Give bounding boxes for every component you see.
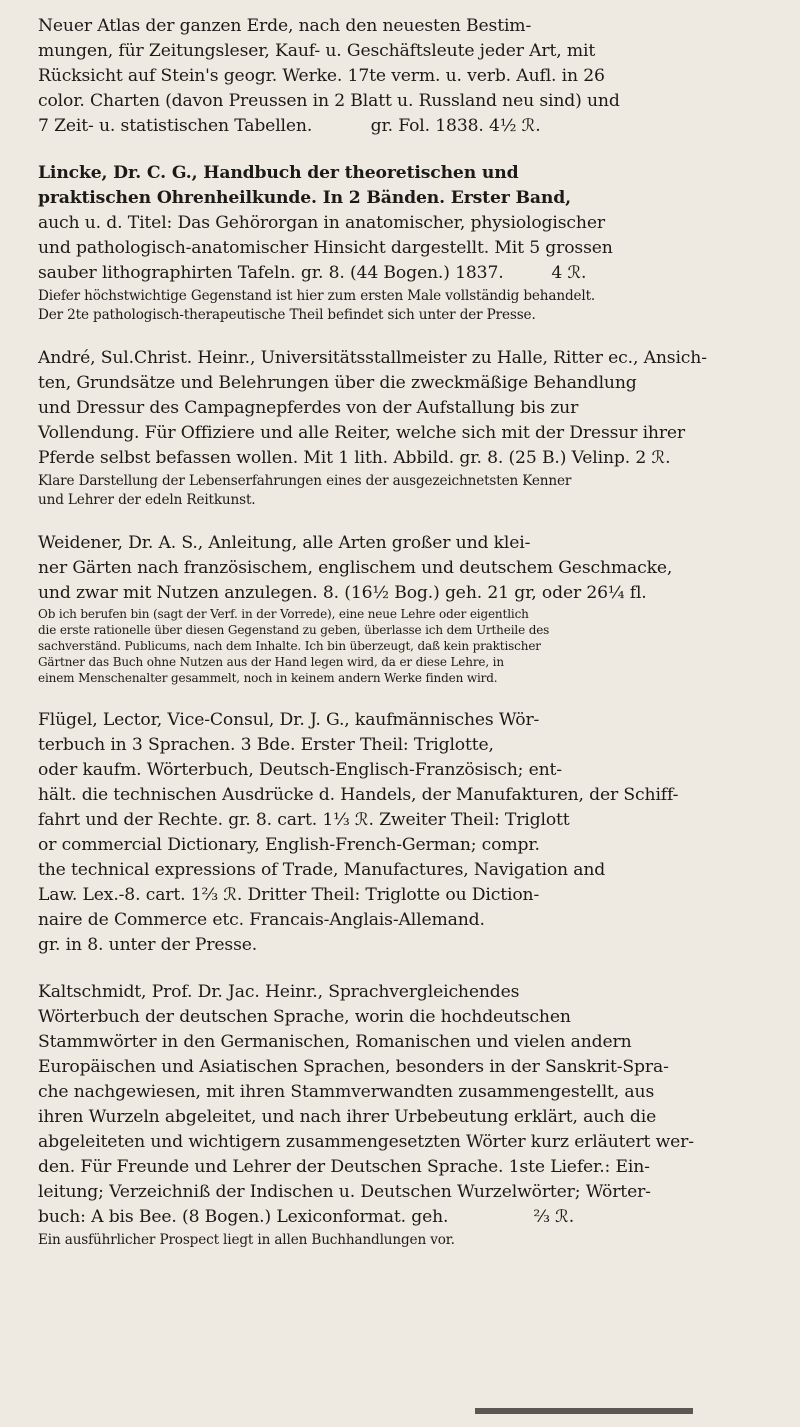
entry-line: che nachgewiesen, mit ihren Stammverwandten zusammengestellt, aus	[38, 1082, 655, 1102]
entry-line: Pferde selbst befassen wollen. Mit 1 lith. Abbild. gr. 8. (25 B.) Velinp. 2 ℛ.	[38, 448, 671, 468]
entry-line: buch: A bis Bee. (8 Bogen.) Lexiconformat. geh. ⅔ ℛ.	[38, 1207, 575, 1227]
entry-note: und Lehrer der edeln Reitkunst.	[38, 492, 256, 508]
entry-line: Lincke, Dr. C. G., Handbuch der theoretischen und	[38, 163, 519, 183]
entry-line: sauber lithographirten Tafeln. gr. 8. (44 Bogen.) 1837. 4 ℛ.	[38, 263, 587, 283]
entry-line: oder kaufm. Wörterbuch, Deutsch-Englisch-Französisch; ent-	[38, 760, 562, 780]
entry-line: naire de Commerce etc. Francais-Anglais-Allemand.	[38, 910, 485, 930]
entry-line: und zwar mit Nutzen anzulegen. 8. (16½ Bog.) geh. 21 gr, oder 26¼ fl.	[38, 583, 647, 603]
entry-line: terbuch in 3 Sprachen. 3 Bde. Erster Theil: Triglotte,	[38, 735, 494, 755]
entry-line: und Dressur des Campagnepferdes von der Aufstallung bis zur	[38, 398, 579, 418]
entry-note: Ob ich berufen bin (sagt der Verf. in der Vorrede), eine neue Lehre oder eigentlich	[38, 607, 529, 621]
entry-note: Der 2te pathologisch-therapeutische Theil befindet sich unter der Presse.	[38, 307, 536, 323]
entry-line: André, Sul.Christ. Heinr., Universitätsstallmeister zu Halle, Ritter ec., Ansich-	[38, 348, 707, 368]
entry-weidener	[38, 531, 768, 686]
entry-lincke	[38, 161, 768, 324]
entry-line: hält. die technischen Ausdrücke d. Handels, der Manufakturen, der Schiff-	[38, 785, 679, 805]
entry-line: Weidener, Dr. A. S., Anleitung, alle Arten großer und klei-	[38, 533, 531, 553]
entry-line: praktischen Ohrenheilkunde. In 2 Bänden. Erster Band,	[38, 188, 571, 208]
entry-line: Flügel, Lector, Vice-Consul, Dr. J. G., kaufmännisches Wör-	[38, 710, 540, 730]
entry-line: ihren Wurzeln abgeleitet, und nach ihrer Urbebeutung erklärt, auch die	[38, 1107, 657, 1127]
entry-line: the technical expressions of Trade, Manufactures, Navigation and	[38, 860, 606, 880]
entry-line: Kaltschmidt, Prof. Dr. Jac. Heinr., Sprachvergleichendes	[38, 982, 520, 1002]
entry-line: und pathologisch-anatomischer Hinsicht dargestellt. Mit 5 grossen	[38, 238, 613, 258]
entry-line: auch u. d. Titel: Das Gehörorgan in anatomischer, physiologischer	[38, 213, 605, 233]
entry-fluegel	[38, 708, 768, 958]
entry-note: Klare Darstellung der Lebenserfahrungen eines der ausgezeichnetsten Kenner	[38, 473, 572, 489]
entry-line: leitung; Verzeichniß der Indischen u. Deutschen Wurzelwörter; Wörter-	[38, 1182, 651, 1202]
entry-line: mungen, für Zeitungsleser, Kauf- u. Geschäftsleute jeder Art, mit	[38, 41, 596, 61]
entry-line: ner Gärten nach französischem, englischem und deutschem Geschmacke,	[38, 558, 673, 578]
entry-line: Neuer Atlas der ganzen Erde, nach den neuesten Bestim-	[38, 16, 532, 36]
entry-line: gr. in 8. unter der Presse.	[38, 935, 258, 955]
entry-line: Stammwörter in den Germanischen, Romanischen und vielen andern	[38, 1032, 632, 1052]
entry-andre	[38, 346, 768, 509]
entry-kaltschmidt	[38, 980, 768, 1249]
entry-line: abgeleiteten und wichtigern zusammengesetzten Wörter kurz erläutert wer-	[38, 1132, 694, 1152]
entry-note: Ein ausführlicher Prospect liegt in allen Buchhandlungen vor.	[38, 1232, 455, 1248]
entry-note: die erste rationelle über diesen Gegenstand zu geben, überlasse ich dem Urtheile des	[38, 623, 550, 637]
entry-line: 7 Zeit- u. statistischen Tabellen. gr. Fol. 1838. 4½ ℛ.	[38, 116, 541, 136]
entry-line: Rücksicht auf Stein's geogr. Werke. 17te verm. u. verb. Aufl. in 26	[38, 66, 605, 86]
entry-line: den. Für Freunde und Lehrer der Deutschen Sprache. 1ste Liefer.: Ein-	[38, 1157, 650, 1177]
entry-note: sachverständ. Publicums, nach dem Inhalte. Ich bin überzeugt, daß kein praktischer	[38, 639, 541, 653]
entry-note: Gärtner das Buch ohne Nutzen aus der Hand legen wird, da er diese Lehre, in	[38, 655, 504, 669]
entry-line: Wörterbuch der deutschen Sprache, worin die hochdeutschen	[38, 1007, 571, 1027]
entry-line: ten, Grundsätze und Belehrungen über die zweckmäßige Behandlung	[38, 373, 637, 393]
entry-line: or commercial Dictionary, English-French-German; compr.	[38, 835, 540, 855]
entry-line: fahrt und der Rechte. gr. 8. cart. 1⅓ ℛ. Zweiter Theil: Triglott	[38, 810, 570, 830]
entry-line: Europäischen und Asiatischen Sprachen, besonders in der Sanskrit-Spra-	[38, 1057, 669, 1077]
entry-note: Diefer höchstwichtige Gegenstand ist hier zum ersten Male vollständig behandelt.	[38, 288, 596, 304]
entry-atlas	[38, 14, 768, 139]
entry-note: einem Menschenalter gesammelt, noch in keinem andern Werke finden wird.	[38, 671, 498, 685]
entry-line: color. Charten (davon Preussen in 2 Blatt u. Russland neu sind) und	[38, 91, 620, 111]
entry-line: Law. Lex.-8. cart. 1⅔ ℛ. Dritter Theil: Triglotte ou Diction-	[38, 885, 540, 905]
entry-line: Vollendung. Für Offiziere und alle Reiter, welche sich mit der Dressur ihrer	[38, 423, 686, 443]
printed-rule	[475, 1408, 693, 1414]
